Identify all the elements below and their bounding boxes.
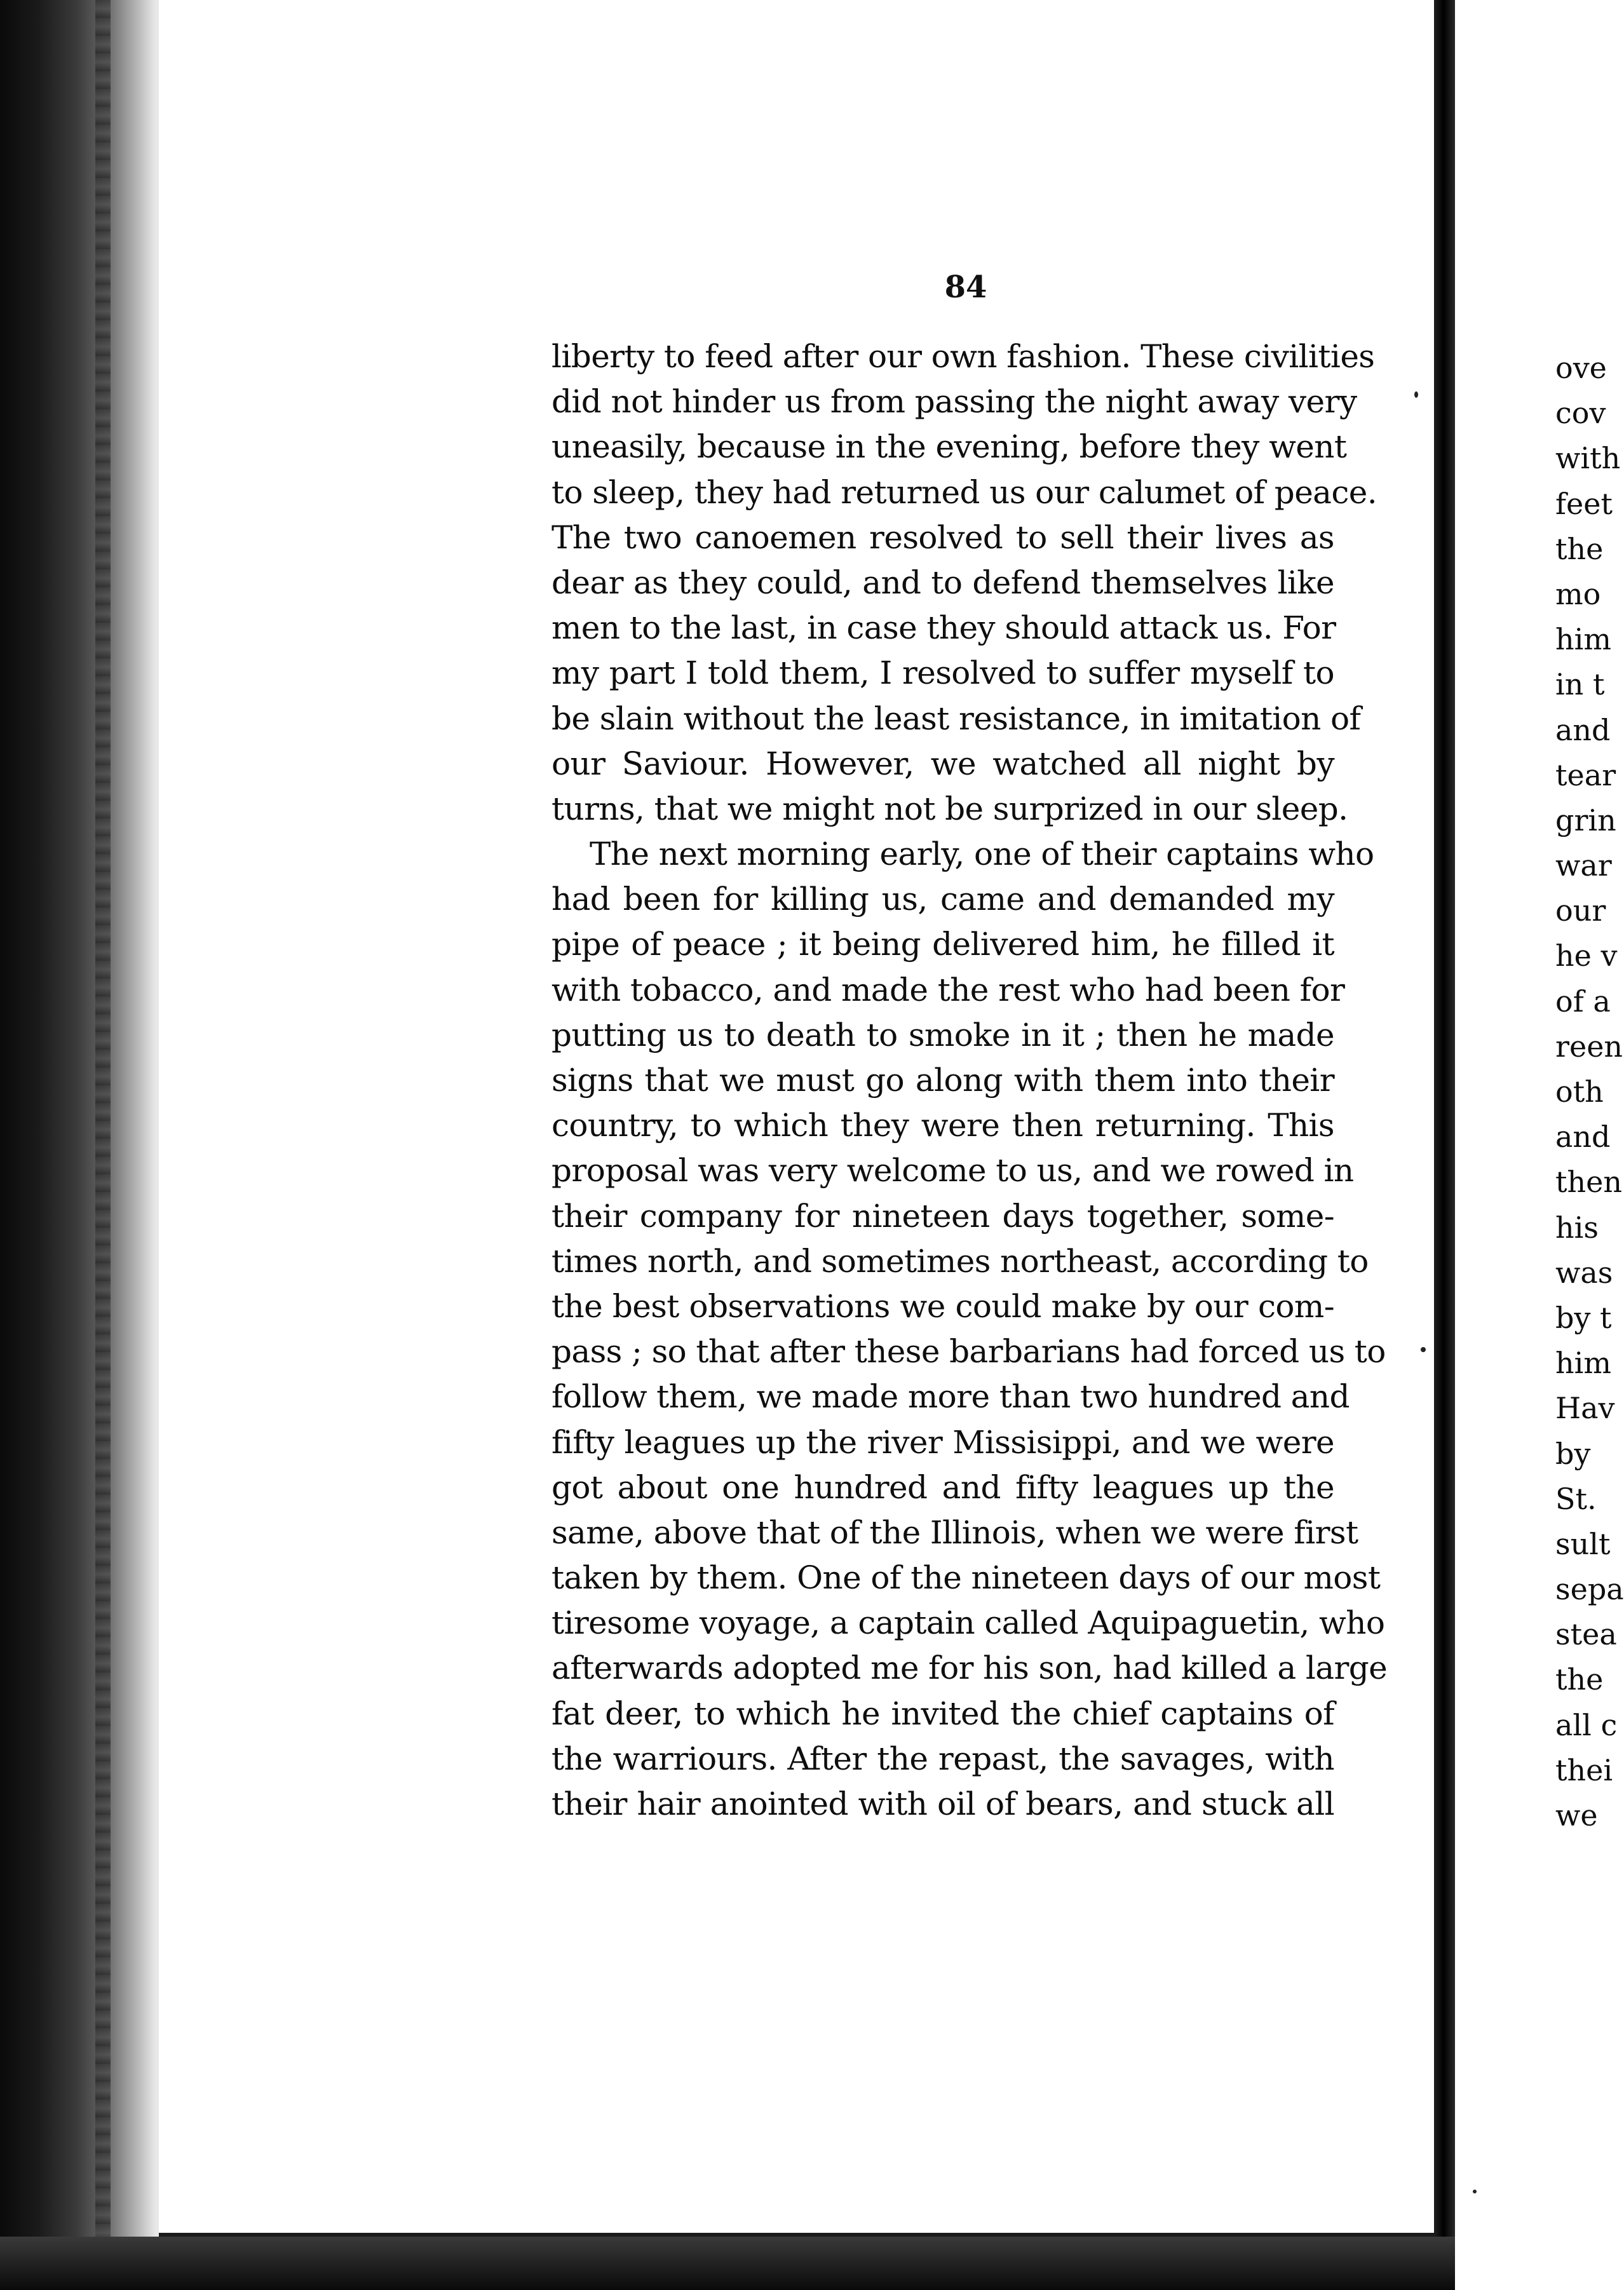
page-gutter <box>1436 0 1455 2290</box>
facing-text-line: and <box>1555 1120 1611 1155</box>
facing-text-line: him <box>1555 622 1611 657</box>
text-line: their hair anointed with oil of bears, and stuck all <box>551 1785 1334 1822</box>
facing-text-line: our <box>1555 893 1606 928</box>
facing-text-line: tear <box>1555 757 1616 792</box>
facing-text-line: reen <box>1555 1029 1623 1064</box>
text-line: to sleep, they had returned us our calumet of peace. <box>551 473 1377 511</box>
text-line-paragraph-start: The next morning early, one of their captains who <box>590 836 1374 873</box>
text-line: did not hinder us from passing the night away very <box>551 383 1357 421</box>
facing-text-line: in t <box>1555 667 1605 702</box>
facing-text-line: and <box>1555 712 1611 747</box>
text-line: follow them, we made more than two hundred and <box>551 1378 1350 1416</box>
facing-text-line: Hav <box>1555 1391 1615 1426</box>
scanner-background-left <box>0 0 159 2290</box>
text-line: men to the last, in case they should attack us. For <box>551 609 1336 647</box>
facing-text-line: the <box>1555 1662 1604 1697</box>
facing-text-line: St. <box>1555 1481 1597 1516</box>
facing-text-line: the <box>1555 531 1604 566</box>
facing-text-line: war <box>1555 848 1612 883</box>
scan-speck <box>1473 2190 1477 2193</box>
facing-text-line: then <box>1555 1165 1622 1200</box>
text-line: tiresome voyage, a captain called Aquipaguetin, who <box>551 1604 1385 1642</box>
facing-text-line: with <box>1555 441 1621 476</box>
facing-text-line: stea <box>1555 1617 1617 1652</box>
book-spine <box>95 0 111 2290</box>
text-line: be slain without the least resistance, in imitation of <box>551 700 1361 737</box>
facing-text-line: cov <box>1555 396 1606 431</box>
scan-speck <box>1421 1347 1426 1352</box>
facing-text-line: ove <box>1555 351 1607 385</box>
text-line: got about one hundred and fifty leagues up the <box>551 1468 1334 1506</box>
facing-text-line: all c <box>1555 1707 1618 1742</box>
text-line: The two canoemen resolved to sell their lives as <box>551 518 1334 556</box>
text-line: with tobacco, and made the rest who had been for <box>551 971 1345 1008</box>
text-line: turns, that we might not be surprized in our sleep. <box>551 790 1348 827</box>
facing-text-line: sult <box>1555 1526 1611 1561</box>
text-line: pass ; so that after these barbarians had forced us to <box>551 1333 1386 1371</box>
facing-text-line: thei <box>1555 1752 1613 1787</box>
facing-text-line: feet <box>1555 486 1613 521</box>
text-line: putting us to death to smoke in it ; then he made <box>551 1016 1334 1054</box>
facing-text-line: he v <box>1555 938 1618 973</box>
scanner-background-bottom <box>0 2237 1455 2290</box>
scan-speck <box>1414 391 1418 398</box>
facing-page-text-block <box>1555 346 1624 1838</box>
page-text-block <box>551 334 1388 1827</box>
facing-text-line: was <box>1555 1255 1613 1290</box>
text-line: dear as they could, and to defend themselves like <box>551 564 1334 601</box>
facing-text-line: of a <box>1555 984 1611 1019</box>
text-line: proposal was very welcome to us, and we rowed in <box>551 1152 1354 1189</box>
text-line: afterwards adopted me for his son, had killed a large <box>551 1650 1388 1687</box>
facing-text-line: his <box>1555 1210 1599 1245</box>
text-line: their company for nineteen days together, some- <box>551 1197 1334 1235</box>
page-number: 84 <box>944 269 987 305</box>
text-line: taken by them. One of the nineteen days of our most <box>551 1559 1381 1597</box>
text-line: signs that we must go along with them into their <box>551 1062 1334 1099</box>
text-line: our Saviour. However, we watched all night by <box>551 745 1334 782</box>
text-line: pipe of peace ; it being delivered him, he filled it <box>551 926 1334 963</box>
text-line: country, to which they were then returning. This <box>551 1107 1334 1144</box>
facing-text-line: him <box>1555 1346 1611 1381</box>
text-line: the warriours. After the repast, the savages, with <box>551 1740 1334 1777</box>
facing-text-line: mo <box>1555 576 1601 611</box>
text-line: liberty to feed after our own fashion. These civilities <box>551 338 1375 375</box>
text-line: had been for killing us, came and demanded my <box>551 881 1334 918</box>
facing-text-line: by <box>1555 1436 1591 1471</box>
facing-text-line: we <box>1555 1798 1598 1833</box>
facing-text-line: by t <box>1555 1300 1612 1335</box>
text-line: uneasily, because in the evening, before they went <box>551 428 1347 466</box>
facing-text-line: oth <box>1555 1074 1604 1109</box>
text-line: the best observations we could make by our com- <box>551 1287 1334 1325</box>
text-line: fifty leagues up the river Missisippi, and we were <box>551 1423 1334 1461</box>
text-line: times north, and sometimes northeast, according to <box>551 1242 1369 1280</box>
text-line: fat deer, to which he invited the chief captains of <box>551 1695 1334 1732</box>
facing-text-line: grin <box>1555 803 1616 837</box>
text-line: same, above that of the Illinois, when we were first <box>551 1514 1358 1551</box>
text-line: my part I told them, I resolved to suffer myself to <box>551 654 1334 692</box>
facing-text-line: sepa <box>1555 1572 1624 1607</box>
